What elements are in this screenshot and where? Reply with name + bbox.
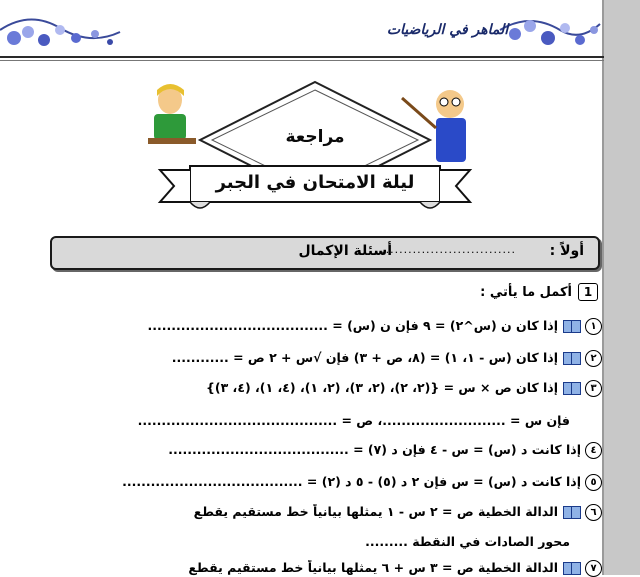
question-number: 1 xyxy=(578,283,598,301)
book-icon xyxy=(563,320,581,333)
question-text: أكمل ما يأتي : xyxy=(480,285,572,300)
item-number: ٢ xyxy=(585,350,602,367)
header-rule xyxy=(0,56,604,58)
flower-left-icon xyxy=(0,19,120,46)
header-title: الماهر في الرياضيات xyxy=(386,22,509,38)
item-text: إذا كانت د (س) = س فإن ٢ د (٥) - ٥ د (٢) = ...................................... xyxy=(122,474,581,489)
title-main: ليلة الامتحان في الجبر xyxy=(215,172,415,193)
item-number: ٦ xyxy=(585,504,602,521)
section-label: أولاً : xyxy=(549,243,584,259)
item-text: محور الصادات في النقطة ......... xyxy=(365,534,570,549)
title-graphic xyxy=(140,78,490,228)
item-number: ٧ xyxy=(585,560,602,577)
item-number: ٤ xyxy=(585,442,602,459)
item-number: ١ xyxy=(585,318,602,335)
item-text: إذا كان ص × س = {(٢، ٢)، (٢، ٣)، (٢، ١)، (٤، ١)، (٤، ٣)} xyxy=(205,380,558,395)
item-text: الدالة الخطية ص = ٢ س - ١ يمثلها بيانياً خط مستقيم يقطع xyxy=(193,504,558,519)
list-item xyxy=(42,560,602,577)
list-item xyxy=(10,534,570,549)
page-edge-line xyxy=(602,0,604,575)
item-text: إذا كان ن (س^٢) = ٩ فإن ن (س) = ...................................... xyxy=(147,318,558,333)
item-number: ٣ xyxy=(585,380,602,397)
item-number: ٥ xyxy=(585,474,602,491)
flower-right-icon xyxy=(500,20,600,45)
title-review: مراجعة xyxy=(285,127,345,147)
page-edge xyxy=(604,0,640,575)
header-rule-thin xyxy=(0,60,604,61)
section-title: أسئلة الإكمال xyxy=(298,243,392,259)
book-icon xyxy=(563,562,581,575)
book-icon xyxy=(563,506,581,519)
student-figure-icon xyxy=(148,84,196,144)
item-text: إذا كان (س - ١، ١) = (٨، ص + ٣) فإن √س + ٢ ص = ............ xyxy=(171,350,558,365)
book-icon xyxy=(563,352,581,365)
item-text: فإن س = ..........................، ص = .......................................... xyxy=(137,413,570,428)
list-item xyxy=(42,504,602,521)
list-item xyxy=(42,318,602,335)
question-header xyxy=(480,283,598,301)
list-item xyxy=(10,413,570,428)
section-header xyxy=(50,236,600,270)
item-text: إذا كانت د (س) = س - ٤ فإن د (٧) = ...................................... xyxy=(168,442,581,457)
list-item xyxy=(42,380,602,397)
book-icon xyxy=(563,382,581,395)
teacher-figure-icon xyxy=(402,90,466,162)
list-item xyxy=(42,474,602,491)
list-item xyxy=(42,442,602,459)
section-dots: .............................. xyxy=(381,243,516,256)
list-item xyxy=(42,350,602,367)
item-text: الدالة الخطية ص = ٣ س + ٦ يمثلها بيانياً خط مستقيم يقطع xyxy=(188,560,558,575)
